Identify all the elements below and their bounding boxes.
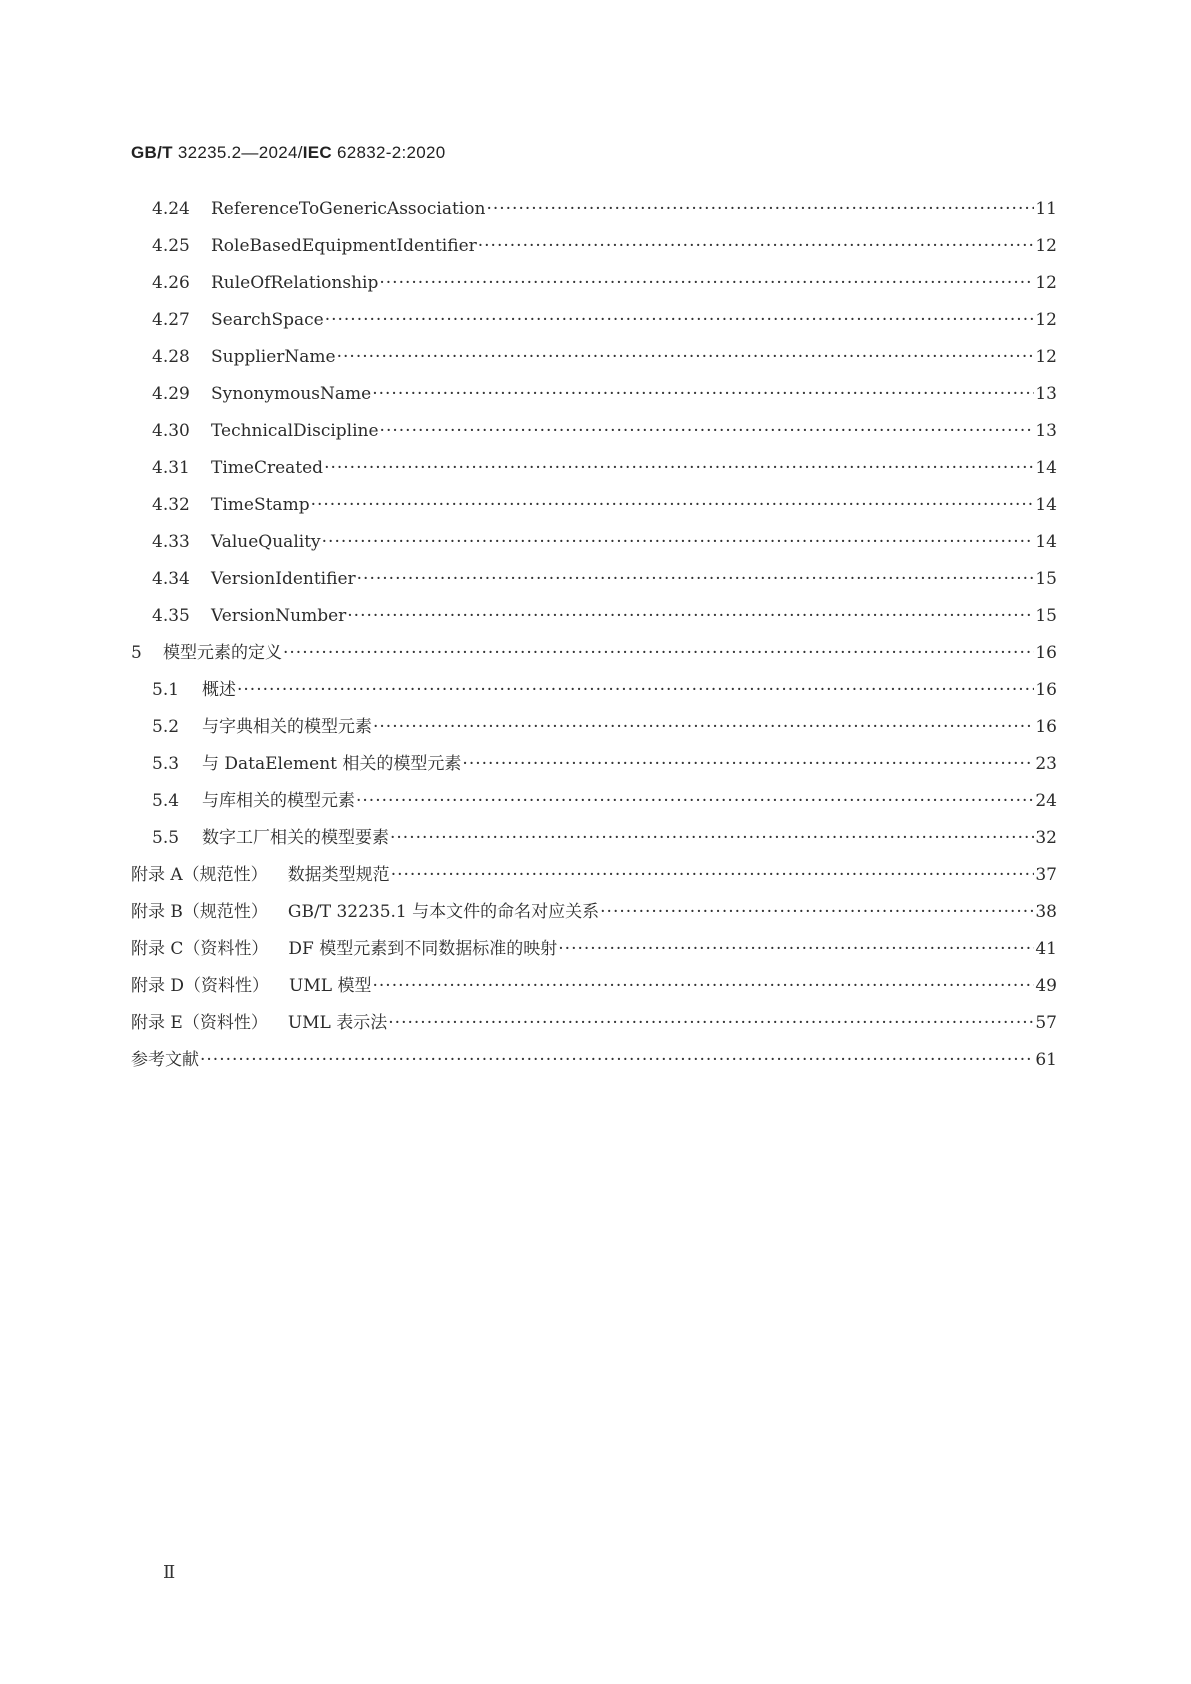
toc-appendix-label: 附录 B（规范性） bbox=[131, 902, 268, 922]
toc-entry-number: 5.1 bbox=[152, 680, 180, 700]
toc-entry-page: 14 bbox=[1035, 532, 1057, 552]
toc-leader-dots bbox=[380, 418, 1035, 444]
toc-entry-page: 15 bbox=[1035, 606, 1057, 626]
toc-entry[interactable] bbox=[131, 344, 1057, 381]
toc-entry-page: 12 bbox=[1035, 347, 1057, 367]
toc-entry-page: 13 bbox=[1035, 384, 1057, 404]
toc-entry[interactable] bbox=[131, 529, 1057, 566]
toc-entry-page: 16 bbox=[1035, 643, 1057, 663]
toc-entry[interactable] bbox=[131, 418, 1057, 455]
toc-entry[interactable] bbox=[131, 381, 1057, 418]
toc-leader-dots bbox=[283, 640, 1034, 666]
toc-leader-dots bbox=[391, 862, 1035, 888]
toc-entry-title: TechnicalDiscipline bbox=[211, 421, 379, 441]
toc-entry-number: 4.28 bbox=[152, 347, 190, 367]
toc-entry-title: DF 模型元素到不同数据标准的映射 bbox=[288, 939, 558, 959]
toc-bibliography-entry[interactable] bbox=[131, 1047, 1057, 1084]
toc-appendix-label: 附录 E（资料性） bbox=[131, 1013, 268, 1033]
standard-prefix: GB/T bbox=[131, 143, 173, 162]
table-of-contents bbox=[131, 196, 1057, 1084]
toc-entry-page: 23 bbox=[1035, 754, 1057, 774]
toc-entry-title: VersionIdentifier bbox=[211, 569, 356, 589]
toc-leader-dots bbox=[311, 492, 1035, 518]
toc-leader-dots bbox=[390, 825, 1034, 851]
toc-entry-number: 4.27 bbox=[152, 310, 190, 330]
toc-leader-dots bbox=[372, 381, 1034, 407]
toc-entry-page: 12 bbox=[1035, 310, 1057, 330]
toc-entry-title: 与库相关的模型元素 bbox=[202, 791, 355, 811]
toc-entry-page: 15 bbox=[1035, 569, 1057, 589]
toc-leader-dots bbox=[486, 196, 1034, 222]
toc-entry[interactable] bbox=[131, 233, 1057, 270]
toc-leader-dots bbox=[200, 1047, 1034, 1073]
document-header bbox=[131, 143, 446, 163]
toc-entry-title: ReferenceToGenericAssociation bbox=[211, 199, 486, 219]
toc-entry-page: 16 bbox=[1035, 717, 1057, 737]
toc-leader-dots bbox=[388, 1010, 1034, 1036]
toc-entry[interactable] bbox=[131, 566, 1057, 603]
toc-entry-page: 11 bbox=[1035, 199, 1057, 219]
toc-leader-dots bbox=[372, 973, 1034, 999]
toc-entry-page: 32 bbox=[1035, 828, 1057, 848]
toc-entry-title: SearchSpace bbox=[211, 310, 324, 330]
toc-entry-title: 概述 bbox=[202, 680, 236, 700]
iec-prefix: IEC bbox=[302, 143, 332, 162]
toc-entry-title: RuleOfRelationship bbox=[211, 273, 379, 293]
toc-entry-page: 41 bbox=[1035, 939, 1057, 959]
toc-entry-title: 模型元素的定义 bbox=[163, 643, 282, 663]
toc-entry-page: 49 bbox=[1035, 976, 1057, 996]
toc-entry-number: 5.5 bbox=[152, 828, 180, 848]
toc-entry[interactable] bbox=[131, 307, 1057, 344]
toc-leader-dots bbox=[357, 566, 1035, 592]
toc-entry[interactable] bbox=[131, 196, 1057, 233]
toc-entry[interactable] bbox=[131, 714, 1057, 751]
toc-entry-page: 24 bbox=[1035, 791, 1057, 811]
toc-leader-dots bbox=[558, 936, 1034, 962]
toc-entry-page: 14 bbox=[1035, 458, 1057, 478]
toc-entry-number: 4.29 bbox=[152, 384, 190, 404]
toc-entry-number: 4.26 bbox=[152, 273, 190, 293]
toc-entry-title: GB/T 32235.1 与本文件的命名对应关系 bbox=[287, 902, 600, 922]
toc-entry[interactable] bbox=[131, 270, 1057, 307]
toc-chapter-entry[interactable] bbox=[131, 640, 1057, 677]
toc-entry-number: 5.4 bbox=[152, 791, 180, 811]
toc-appendix-entry[interactable] bbox=[131, 862, 1057, 899]
toc-entry[interactable] bbox=[131, 788, 1057, 825]
toc-appendix-label: 附录 A（规范性） bbox=[131, 865, 268, 885]
toc-entry-title: 数字工厂相关的模型要素 bbox=[202, 828, 389, 848]
toc-entry[interactable] bbox=[131, 603, 1057, 640]
toc-entry-number: 4.34 bbox=[152, 569, 190, 589]
toc-entry[interactable] bbox=[131, 455, 1057, 492]
toc-entry-title: UML 表示法 bbox=[287, 1013, 388, 1033]
toc-leader-dots bbox=[379, 270, 1034, 296]
toc-entry-title: 与字典相关的模型元素 bbox=[202, 717, 372, 737]
toc-entry-number: 4.31 bbox=[152, 458, 190, 478]
toc-entry-number: 4.32 bbox=[152, 495, 190, 515]
toc-entry-page: 16 bbox=[1035, 680, 1057, 700]
toc-appendix-entry[interactable] bbox=[131, 899, 1057, 936]
toc-entry-number: 4.35 bbox=[152, 606, 190, 626]
toc-appendix-label: 附录 C（资料性） bbox=[131, 939, 269, 959]
toc-entry-page: 37 bbox=[1035, 865, 1057, 885]
standard-number: 32235.2—2024/ bbox=[177, 143, 303, 162]
toc-leader-dots bbox=[337, 344, 1035, 370]
toc-entry[interactable] bbox=[131, 825, 1057, 862]
toc-entry-number: 5.3 bbox=[152, 754, 180, 774]
toc-leader-dots bbox=[478, 233, 1035, 259]
toc-entry[interactable] bbox=[131, 751, 1057, 788]
toc-leader-dots bbox=[356, 788, 1034, 814]
toc-leader-dots bbox=[462, 751, 1034, 777]
toc-entry-page: 57 bbox=[1035, 1013, 1057, 1033]
toc-entry[interactable] bbox=[131, 677, 1057, 714]
toc-entry-number: 4.33 bbox=[152, 532, 190, 552]
toc-appendix-entry[interactable] bbox=[131, 1010, 1057, 1047]
toc-entry-page: 12 bbox=[1035, 236, 1057, 256]
toc-appendix-label: 附录 D（资料性） bbox=[131, 976, 270, 996]
toc-entry-number: 5 bbox=[131, 643, 142, 663]
toc-entry-title: RoleBasedEquipmentIdentifier bbox=[211, 236, 477, 256]
toc-entry-number: 5.2 bbox=[152, 717, 180, 737]
toc-entry-page: 12 bbox=[1035, 273, 1057, 293]
toc-entry-title: TimeCreated bbox=[211, 458, 324, 478]
toc-entry-title: TimeStamp bbox=[211, 495, 310, 515]
toc-entry-title: SynonymousName bbox=[211, 384, 372, 404]
toc-appendix-entry[interactable] bbox=[131, 936, 1057, 973]
toc-leader-dots bbox=[325, 307, 1035, 333]
toc-entry-page: 14 bbox=[1035, 495, 1057, 515]
page-number: Ⅱ bbox=[163, 1562, 176, 1583]
toc-entry-title: VersionNumber bbox=[211, 606, 347, 626]
toc-leader-dots bbox=[373, 714, 1034, 740]
toc-entry-number: 4.30 bbox=[152, 421, 190, 441]
toc-entry-number: 4.25 bbox=[152, 236, 190, 256]
toc-entry-title: ValueQuality bbox=[211, 532, 321, 552]
toc-entry-title: 数据类型规范 bbox=[287, 865, 390, 885]
toc-leader-dots bbox=[237, 677, 1034, 703]
toc-entry[interactable] bbox=[131, 492, 1057, 529]
toc-entry-title: UML 模型 bbox=[289, 976, 372, 996]
toc-entry-page: 61 bbox=[1035, 1050, 1057, 1070]
toc-appendix-entry[interactable] bbox=[131, 973, 1057, 1010]
toc-leader-dots bbox=[347, 603, 1034, 629]
toc-entry-page: 13 bbox=[1035, 421, 1057, 441]
toc-entry-number: 4.24 bbox=[152, 199, 190, 219]
toc-entry-page: 38 bbox=[1035, 902, 1057, 922]
iec-number: 62832-2:2020 bbox=[337, 143, 446, 162]
toc-entry-title: 参考文献 bbox=[131, 1050, 199, 1070]
toc-entry-title: 与 DataElement 相关的模型元素 bbox=[202, 754, 462, 774]
toc-leader-dots bbox=[324, 455, 1034, 481]
toc-leader-dots bbox=[600, 899, 1034, 925]
toc-entry-title: SupplierName bbox=[211, 347, 336, 367]
toc-leader-dots bbox=[322, 529, 1035, 555]
